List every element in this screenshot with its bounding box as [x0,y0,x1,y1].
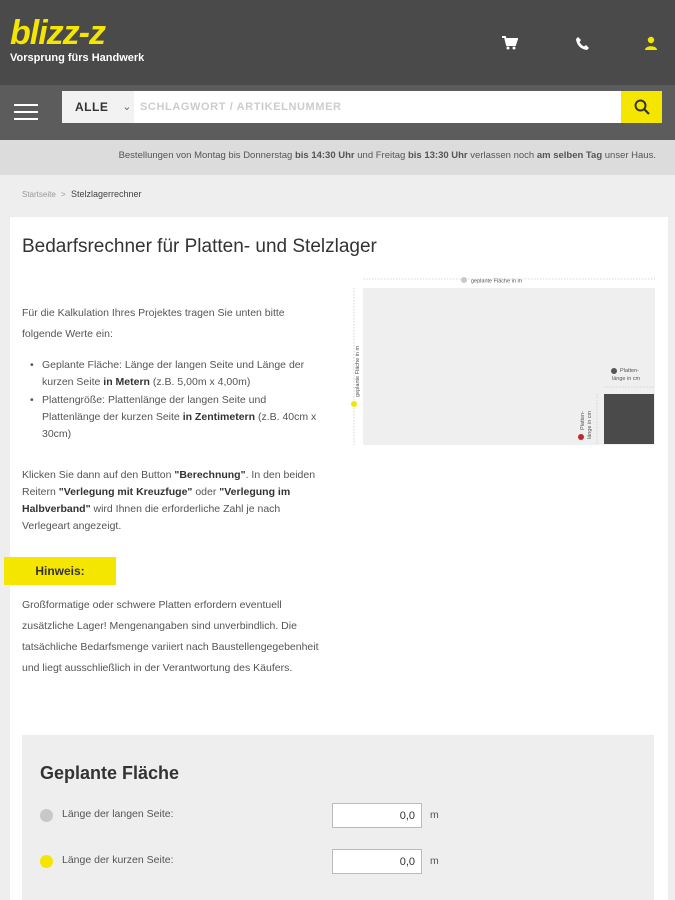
logo[interactable]: blizz-z [10,14,105,52]
plate-shape [604,394,654,444]
search-bar [0,85,675,140]
plate-long-label-2: länge in cm [612,376,641,382]
search-box [62,91,662,123]
list-item [42,357,324,391]
chevron-down-icon: ⌄ [122,101,132,113]
text: Klicken Sie dann auf den Button [22,469,175,481]
bold-text: "Verlegung mit Kreuzfuge" [58,486,193,498]
text: oder [192,486,220,498]
cart-icon[interactable] [500,33,520,53]
user-icon[interactable] [641,33,661,53]
breadcrumb-home[interactable]: Startseite [22,190,56,199]
search-button[interactable] [621,91,662,123]
search-input[interactable] [134,91,621,123]
instruction-text [22,467,322,535]
long-side-row [40,803,640,827]
list-item-text: Plattengröße: Plattenlänge der langen Seite und Plattenlänge der kurzen Seite [42,394,267,423]
list-item-text: (z.B. 5,00m x 4,00m) [149,376,251,388]
long-side-label: Länge der langen Seite: [62,808,174,820]
intro-text: Für die Kalkulation Ihres Projektes tragen Sie unten bitte folgende Werte ein: [22,307,285,340]
notice-bold: bis 13:30 Uhr [407,150,468,161]
search-category-value: ALLE [75,100,109,114]
hamburger-menu-icon[interactable] [14,100,38,124]
list-item [42,392,324,443]
instruction-list [42,357,324,444]
bold-text: "Verlegung im Halbverband" [22,486,291,515]
breadcrumb-separator: > [61,190,66,199]
hint-text: Großformatige oder schwere Platten erfordern eventuell zusätzliche Lager! Mengenangaben sind unverbindlich. Die tatsächliche Bedarfsmenge variiert nach Baustellengegebenheit und liegt ausschließlich in der Verantwortung des Käufers. [22,599,319,674]
grey-dot-icon [40,809,53,822]
search-category-select[interactable] [62,91,134,123]
plate-short-label-1: Platten- [580,411,586,430]
tagline: Vorsprung fürs Handwerk [10,52,145,64]
notice-bold: am selben Tag [536,150,603,161]
short-side-label: Länge der kurzen Seite: [62,854,174,866]
area-diagram [350,274,655,449]
text: wird Ihnen die erforderliche Zahl je nach Verlegeart angezeigt. [22,503,281,532]
top-area-label: geplante Fläche in m [471,278,523,285]
list-item-text: Geplante Fläche: Länge der langen Seite und Länge der kurzen Seite [42,359,305,388]
breadcrumb [22,189,141,199]
breadcrumb-current: Stelzlagerrechner [70,189,142,199]
plate-short-label-2: länge in cm [587,410,593,439]
dark-dot-icon [611,368,617,374]
short-side-unit: m [430,855,439,867]
shipping-notice [0,140,675,175]
long-side-input[interactable] [332,803,422,828]
grey-dot-icon [461,277,467,283]
yellow-dot-icon [351,401,357,407]
notice-text: verlassen noch [467,150,537,161]
content-card [10,217,668,900]
site-header [0,0,675,85]
short-side-input[interactable] [332,849,422,874]
long-side-unit: m [430,809,439,821]
bold-text: "Berechnung" [174,469,246,481]
left-area-label: geplante Fläche in m [355,345,361,397]
form-title: Geplante Fläche [40,763,180,783]
list-item-bold: in Zentimetern [182,411,256,423]
page-title: Bedarfsrechner für Platten- und Stelzlager [22,236,377,257]
phone-icon[interactable] [572,33,592,53]
search-icon [634,99,650,115]
notice-text: Bestellungen von Montag bis Donnerstag [118,150,295,161]
yellow-dot-icon [40,855,53,868]
notice-text: unser Haus. [602,150,656,161]
hint-badge: Hinweis: [4,557,116,585]
plate-long-label-1: Platten- [620,368,639,374]
notice-text: und Freitag [354,150,408,161]
planned-area-form [22,735,654,900]
list-item-text: (z.B. 40cm x 30cm) [42,411,317,440]
notice-bold: bis 14:30 Uhr [294,150,355,161]
text: . In den beiden Reitern [22,469,316,498]
short-side-row [40,849,640,873]
list-item-bold: in Metern [103,376,150,388]
red-dot-icon [578,434,584,440]
